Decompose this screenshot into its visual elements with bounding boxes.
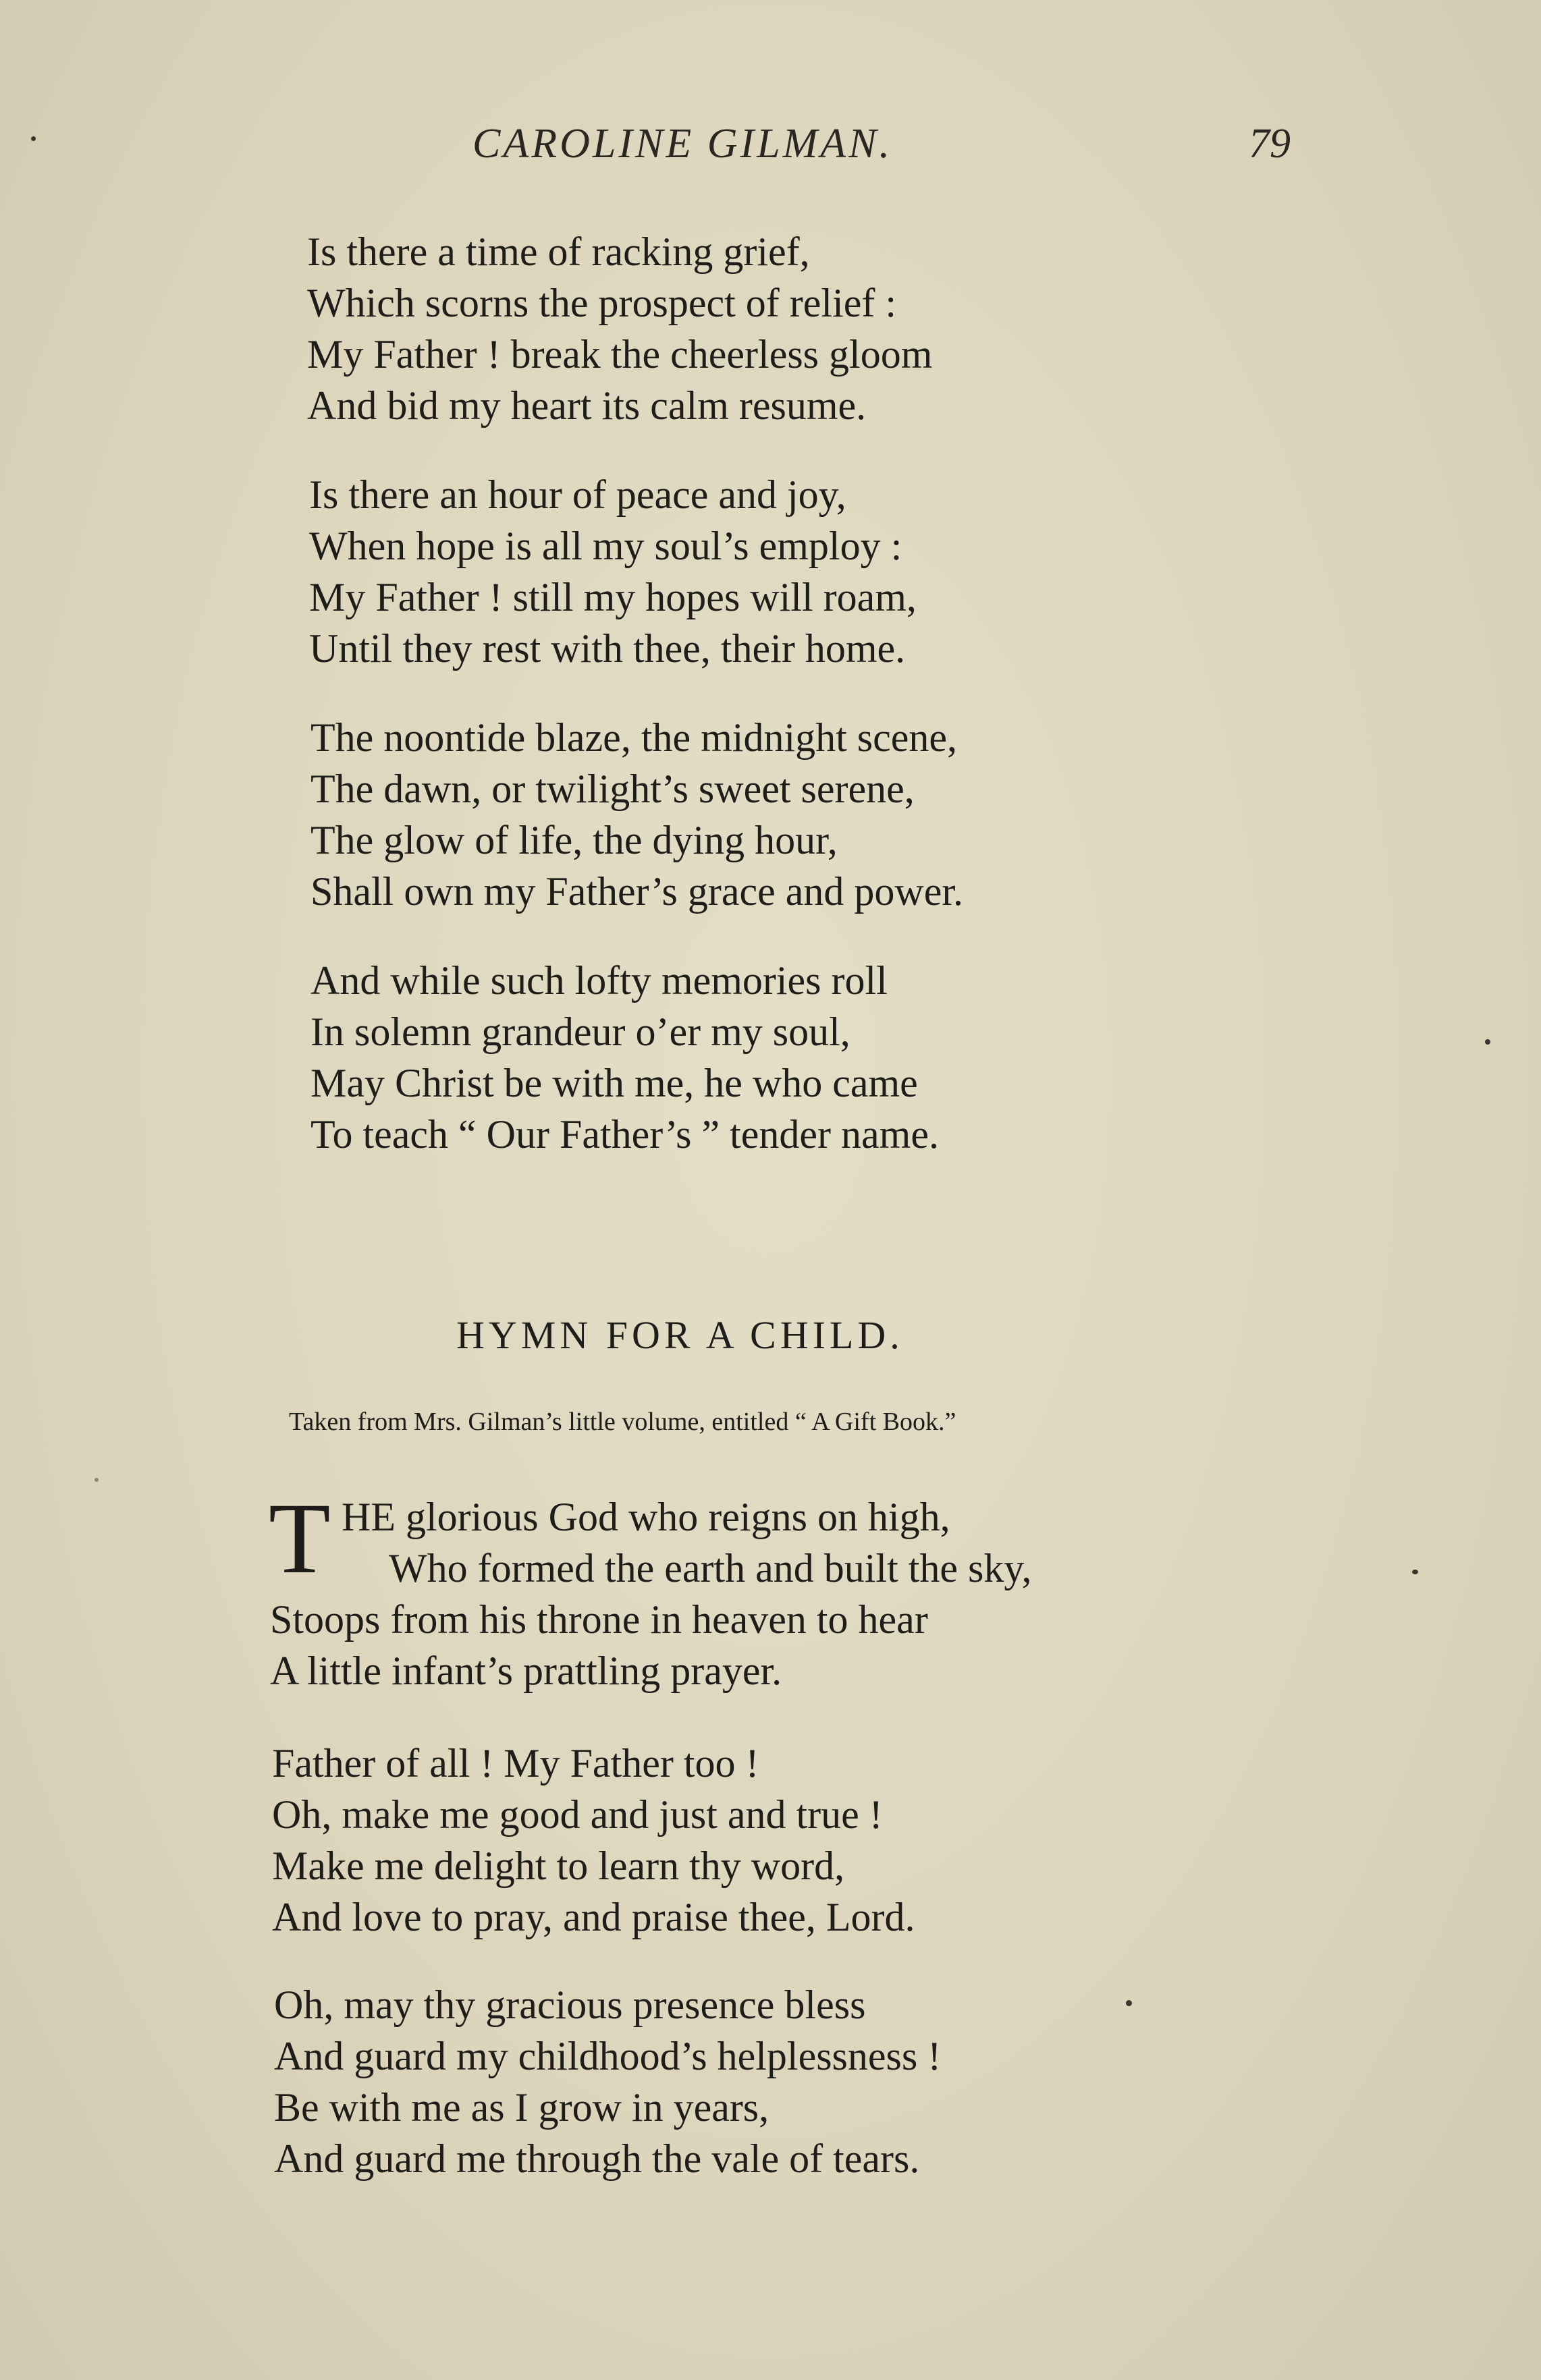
hymn-line: Oh, may thy gracious presence bless <box>274 1983 866 2027</box>
poem-line: Is there an hour of peace and joy, <box>309 472 846 517</box>
hymn-line: Stoops from his throne in heaven to hear <box>270 1597 928 1642</box>
poem-line: May Christ be with me, he who came <box>310 1061 918 1105</box>
poem-line: In solemn grandeur o’er my soul, <box>310 1009 850 1054</box>
poem-line: To teach “ Our Father’s ” tender name. <box>310 1112 939 1157</box>
hymn-line: And love to pray, and praise thee, Lord. <box>272 1895 915 1939</box>
poem-stanza-3 <box>310 712 963 917</box>
paper-speck <box>94 1478 99 1482</box>
paper-speck <box>31 136 36 141</box>
paper-speck <box>1412 1570 1418 1574</box>
hymn-stanza-3 <box>274 1979 941 2184</box>
hymn-line: Be with me as I grow in years, <box>274 2085 769 2130</box>
poem-line: My Father ! break the cheerless gloom <box>307 332 933 377</box>
hymn-line: And guard my childhood’s helplessness ! <box>274 2034 942 2078</box>
poem-stanza-4 <box>310 955 939 1160</box>
hymn-subtitle: Taken from Mrs. Gilman’s little volume, entitled “ A Gift Book.” <box>289 1408 956 1436</box>
poem-line: Is there a time of racking grief, <box>307 229 810 274</box>
poem-line: The noontide blaze, the midnight scene, <box>310 715 958 760</box>
hymn-line: Who formed the earth and built the sky, <box>389 1546 1032 1590</box>
paper-speck <box>1126 2000 1132 2006</box>
poem-line: Which scorns the prospect of relief : <box>307 281 897 325</box>
page-number: 79 <box>1249 121 1291 167</box>
running-head: CAROLINE GILMAN. <box>472 121 892 167</box>
poem-line: Until they rest with thee, their home. <box>309 626 906 671</box>
hymn-line: Father of all ! My Father too ! <box>272 1741 759 1786</box>
paper-speck <box>1485 1039 1490 1045</box>
poem-line: And bid my heart its calm resume. <box>307 383 867 428</box>
poem-line: When hope is all my soul’s employ : <box>309 524 902 568</box>
hymn-line: Make me delight to learn thy word, <box>272 1844 845 1888</box>
poem-line: The glow of life, the dying hour, <box>310 818 838 862</box>
hymn-line: And guard me through the vale of tears. <box>274 2136 920 2181</box>
drop-cap: T <box>269 1483 331 1595</box>
poem-line: Shall own my Father’s grace and power. <box>310 869 964 914</box>
hymn-title: HYMN FOR A CHILD. <box>456 1313 904 1357</box>
poem-stanza-1 <box>307 226 932 431</box>
hymn-line: A little infant’s prattling prayer. <box>270 1649 782 1693</box>
poem-line: My Father ! still my hopes will roam, <box>309 575 917 619</box>
hymn-line: HE glorious God who reigns on high, <box>342 1495 950 1539</box>
hymn-stanza-2 <box>272 1738 915 1943</box>
hymn-line: Oh, make me good and just and true ! <box>272 1792 883 1837</box>
poem-stanza-2 <box>309 469 917 674</box>
poem-line: And while such lofty memories roll <box>310 958 888 1003</box>
poem-line: The dawn, or twilight’s sweet serene, <box>310 767 915 811</box>
hymn-stanza-1 <box>270 1491 1032 1696</box>
